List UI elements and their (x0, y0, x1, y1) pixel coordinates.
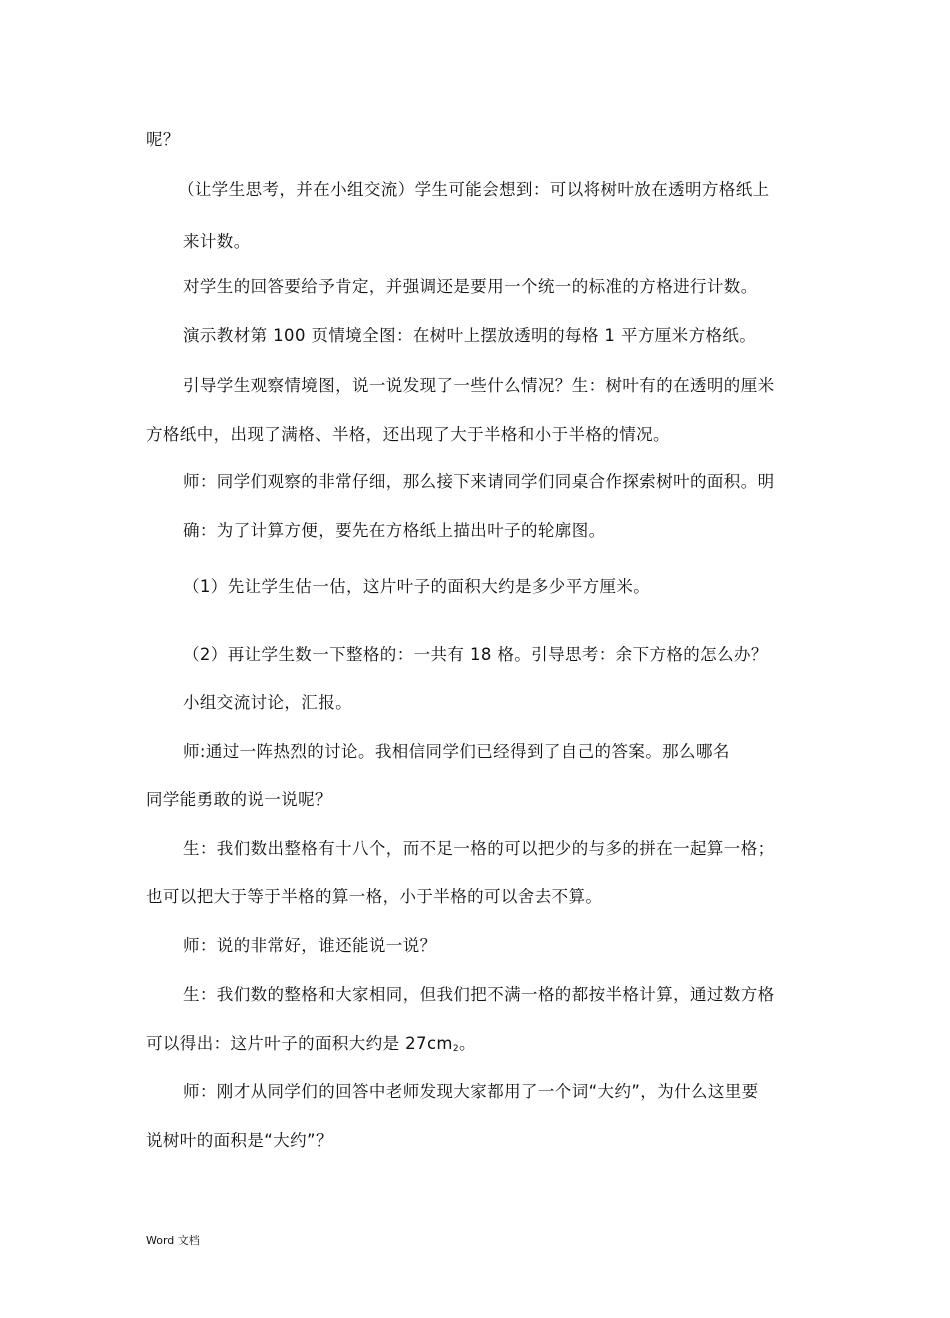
paragraph-line: 也可以把大于等于半格的算一格，小于半格的可以舍去不算。 (146, 887, 603, 906)
paragraph-line: 确：为了计算方便，要先在方格纸上描出叶子的轮廓图。 (183, 521, 606, 540)
area-unit-exponent: 2 (452, 1044, 460, 1054)
paragraph-line: 师：说的非常好，谁还能说一说？ (183, 936, 437, 955)
paragraph-line: 生：我们数的整格和大家相同，但我们把不满一格的都按半格计算，通过数方格 (183, 985, 775, 1004)
numbered-step: （2）再让学生数一下整格的：一共有 18 格。引导思考：余下方格的怎么办？ (183, 645, 768, 664)
area-result-punctuation: 。 (459, 1034, 476, 1053)
paragraph-line: 师：同学们观察的非常仔细，那么接下来请同学们同桌合作探索树叶的面积。明 (183, 472, 775, 491)
paragraph-line: （让学生思考，并在小组交流）学生可能会想到：可以将树叶放在透明方格纸上 (178, 180, 770, 199)
paragraph-line: 师：刚才从同学们的回答中老师发现大家都用了一个词“大约”，为什么这里要 (183, 1082, 759, 1101)
paragraph-line: 说树叶的面积是“大约”？ (146, 1131, 333, 1150)
paragraph-line: 引导学生观察情境图，说一说发现了一些什么情况？生：树叶有的在透明的厘米 (183, 376, 775, 395)
paragraph-line: 方格纸中，出现了满格、半格，还出现了大于半格和小于半格的情况。 (146, 425, 670, 444)
paragraph-line: 同学能勇敢的说一说呢？ (146, 790, 332, 809)
paragraph-line: 呢？ (146, 130, 180, 149)
paragraph-line: 师:通过一阵热烈的讨论。我相信同学们已经得到了自己的答案。那么哪名 (183, 742, 730, 761)
paragraph-line: 小组交流讨论，汇报。 (183, 693, 352, 712)
area-result-text: 可以得出：这片叶子的面积大约是 27cm (146, 1034, 453, 1053)
numbered-step: （1）先让学生估一估，这片叶子的面积大约是多少平方厘米。 (183, 577, 651, 596)
page-footer: Word 文档 (146, 1234, 200, 1247)
paragraph-line: 演示教材第 100 页情境全图：在树叶上摆放透明的每格 1 平方厘米方格纸。 (183, 326, 757, 345)
area-result-line (146, 1033, 476, 1055)
paragraph-line: 对学生的回答要给予肯定，并强调还是要用一个统一的标准的方格进行计数。 (183, 277, 758, 296)
paragraph-line: 生：我们数出整格有十八个，而不足一格的可以把少的与多的拼在一起算一格； (183, 839, 775, 858)
paragraph-line: 来计数。 (183, 232, 251, 251)
